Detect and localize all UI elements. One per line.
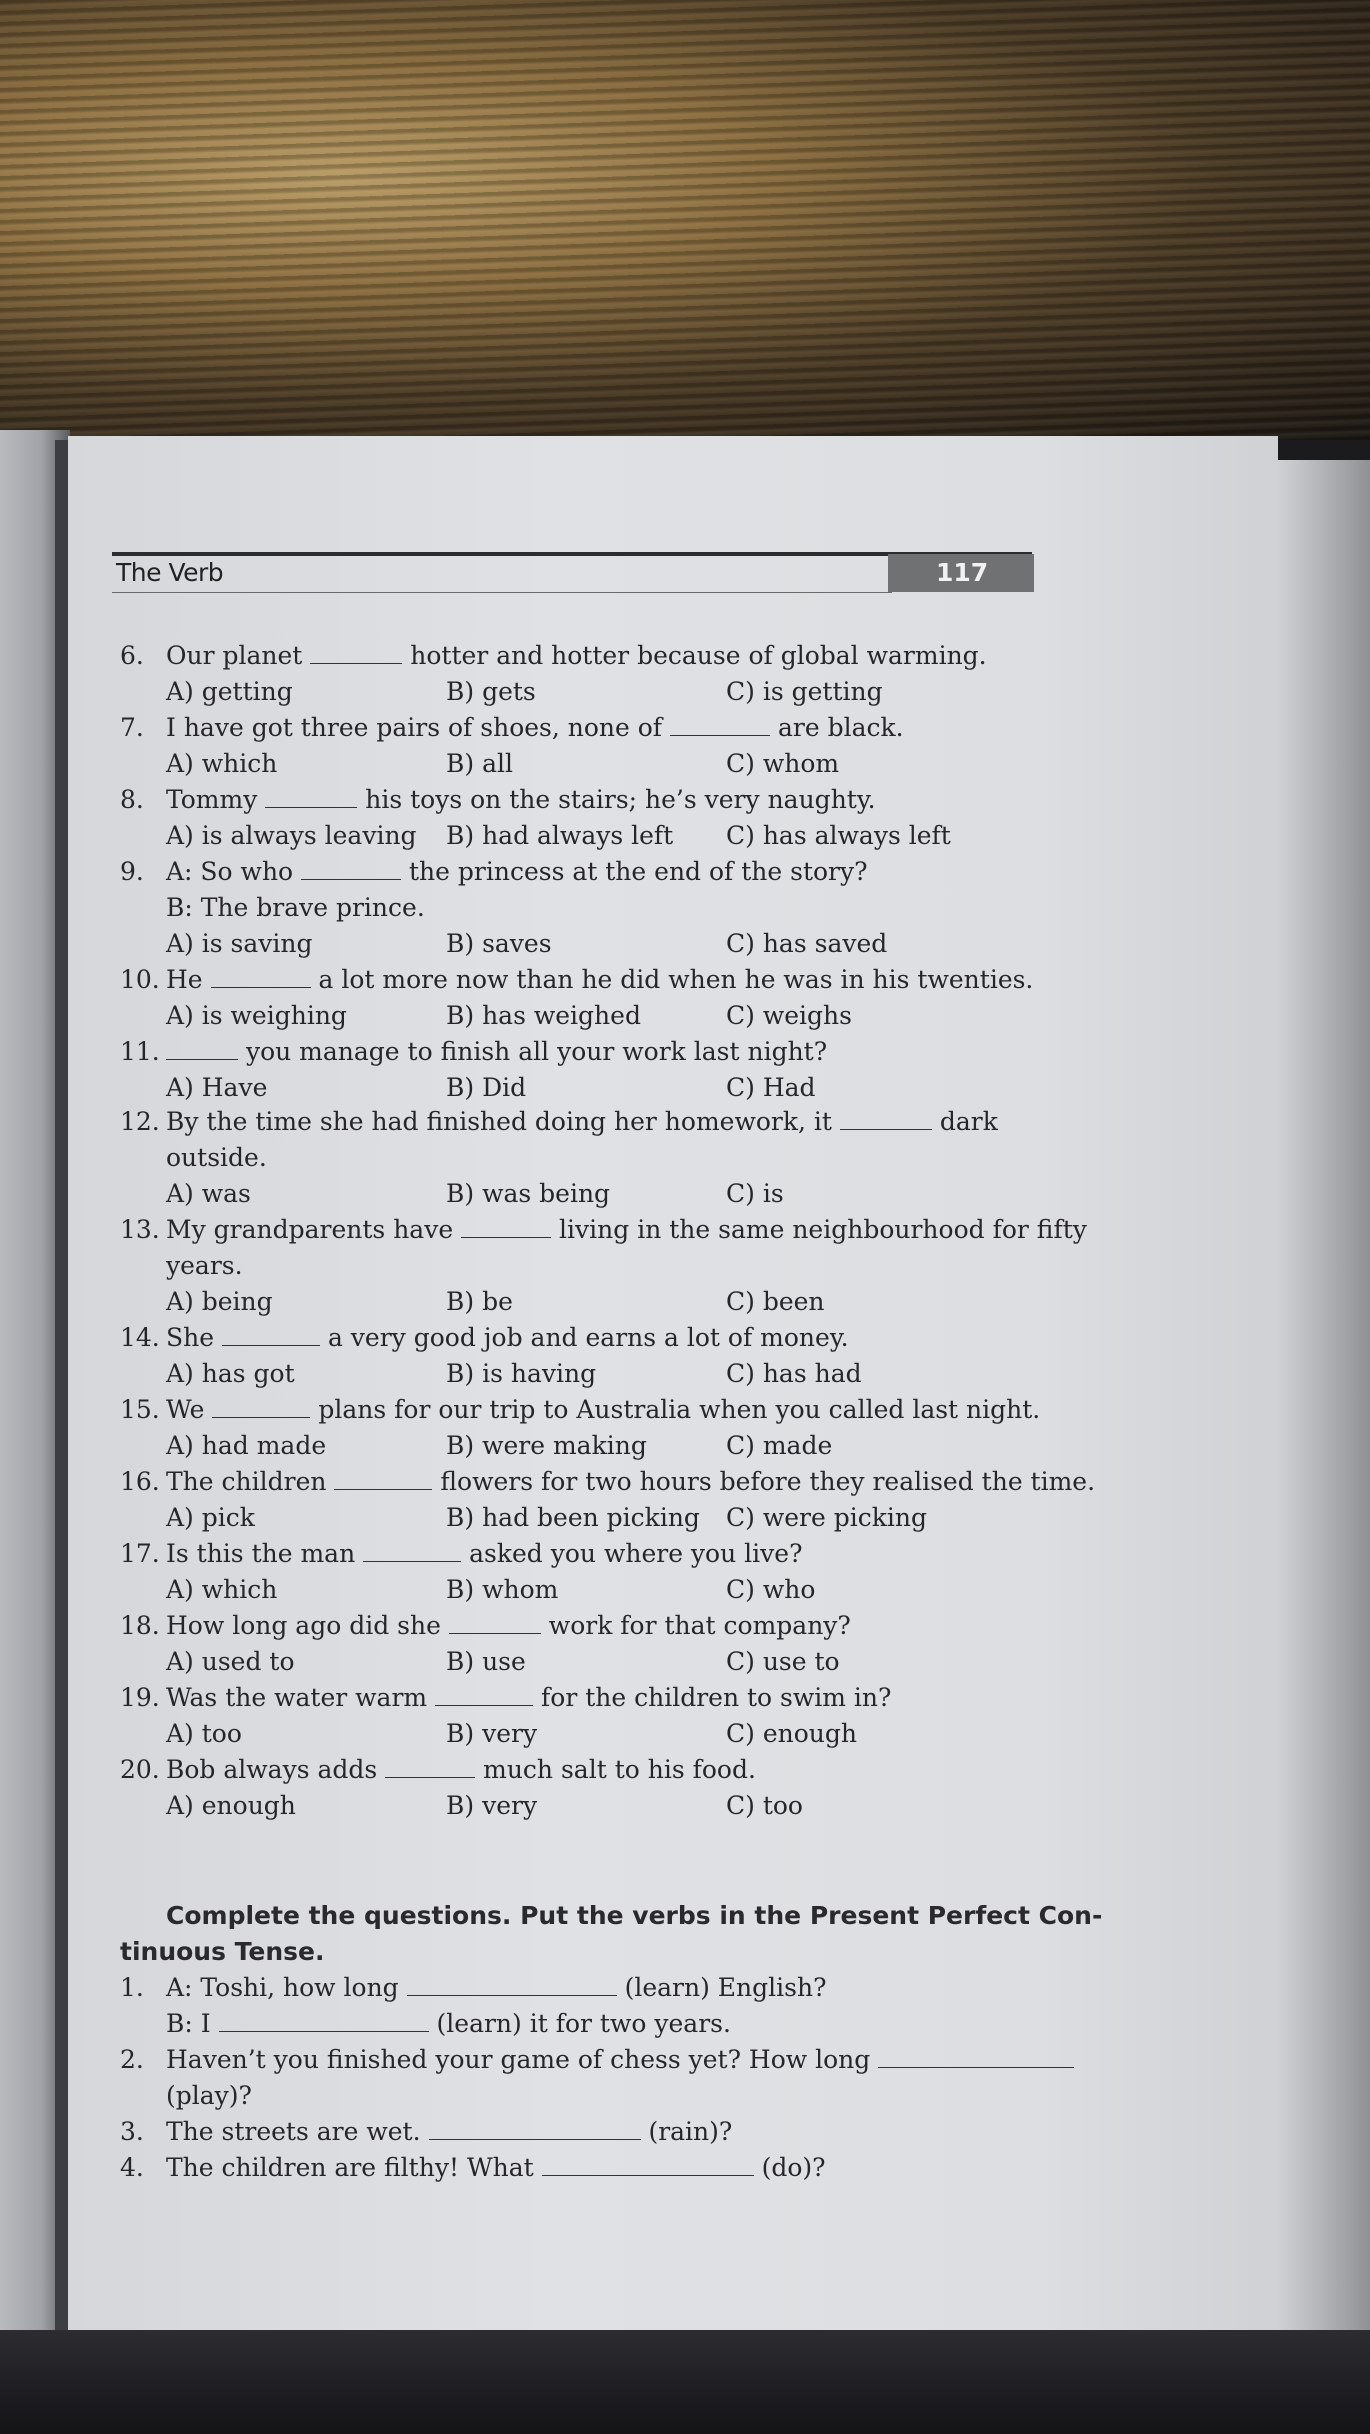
option-a: A) has got	[166, 1359, 295, 1388]
question-number: 19.	[120, 1683, 160, 1712]
answer-blank	[310, 641, 402, 664]
option-c: C) is	[726, 1179, 784, 1208]
answer-blank	[407, 1973, 617, 1996]
option-c: C) who	[726, 1575, 816, 1604]
question-stem	[120, 1394, 1040, 1426]
answer-blank	[363, 1539, 461, 1562]
question-continuation: years.	[166, 1251, 243, 1280]
option-c: C) were picking	[726, 1503, 927, 1532]
question-stem	[120, 784, 876, 816]
option-c: C) has saved	[726, 929, 888, 958]
question-text-before-blank: I have got three pairs of shoes, none of	[166, 713, 663, 742]
answer-blank	[385, 1755, 475, 1778]
option-b: B) all	[446, 749, 513, 778]
question-text-after-blank: work for that company?	[548, 1611, 851, 1640]
answer-blank	[670, 713, 770, 736]
question-stem	[120, 1610, 851, 1642]
answer-blank	[212, 1395, 310, 1418]
question-text-after-blank: his toys on the stairs; he’s very naughty.	[365, 785, 876, 814]
question-text-before-blank: She	[166, 1323, 215, 1352]
question-text-before-blank: By the time she had finished doing her homework, it	[166, 1107, 832, 1136]
question-text-after-blank: hotter and hotter because of global warming.	[410, 641, 987, 670]
exercise-verb-hint: (learn) it for two years.	[436, 2009, 731, 2038]
option-a: A) is always leaving	[166, 821, 417, 850]
question-text-before-blank: A: So who	[166, 857, 294, 886]
question-text-before-blank: Tommy	[166, 785, 258, 814]
question-text-after-blank: asked you where you live?	[469, 1539, 803, 1568]
answer-blank	[542, 2153, 754, 2176]
header-underline	[112, 592, 892, 593]
question-text-before-blank: Was the water warm	[166, 1683, 428, 1712]
option-a: A) too	[166, 1719, 242, 1748]
question-stem	[120, 1466, 1095, 1498]
question-text-before-blank: How long ago did she	[166, 1611, 441, 1640]
question-text-before-blank: Bob always adds	[166, 1755, 378, 1784]
question-text-after-blank: flowers for two hours before they realised the time.	[440, 1467, 1096, 1496]
option-a: A) is weighing	[166, 1001, 347, 1030]
answer-blank	[222, 1323, 320, 1346]
answer-blank	[265, 785, 357, 808]
option-a: A) which	[166, 749, 278, 778]
answer-blank	[449, 1611, 541, 1634]
question-text-before-blank: We	[166, 1395, 205, 1424]
question-stem	[120, 640, 987, 672]
question-number: 14.	[120, 1323, 160, 1352]
option-a: A) enough	[166, 1791, 296, 1820]
exercise-number: 3.	[120, 2117, 144, 2146]
option-c: C) too	[726, 1791, 803, 1820]
exercise-number: 4.	[120, 2153, 144, 2182]
question-number: 13.	[120, 1215, 160, 1244]
option-b: B) had always left	[446, 821, 674, 850]
answer-blank	[166, 1037, 238, 1060]
question-number: 15.	[120, 1395, 160, 1424]
option-b: B) gets	[446, 677, 536, 706]
option-b: B) Did	[446, 1073, 527, 1102]
exercise-line	[120, 2008, 731, 2040]
exercise-text: A: Toshi, how long	[166, 1973, 399, 2002]
option-a: A) which	[166, 1575, 278, 1604]
option-b: B) very	[446, 1719, 538, 1748]
answer-blank	[435, 1683, 533, 1706]
option-c: C) weighs	[726, 1001, 852, 1030]
question-stem	[120, 1322, 849, 1354]
option-c: C) has always left	[726, 821, 951, 850]
question-number: 12.	[120, 1107, 160, 1136]
answer-blank	[461, 1215, 551, 1238]
option-c: C) has had	[726, 1359, 862, 1388]
exercise-verb-hint: (rain)?	[648, 2117, 733, 2146]
exercise-text: The children are filthy! What	[166, 2153, 534, 2182]
option-c: C) enough	[726, 1719, 857, 1748]
option-c: C) been	[726, 1287, 825, 1316]
question-number: 6.	[120, 641, 144, 670]
question-stem	[120, 1214, 1087, 1246]
question-text-after-blank: the princess at the end of the story?	[409, 857, 868, 886]
page-number: 117	[936, 558, 989, 587]
answer-blank	[211, 965, 311, 988]
exercise-text: The streets are wet.	[166, 2117, 421, 2146]
instruction-text-continued: tinuous Tense.	[120, 1937, 325, 1966]
question-text-before-blank: Is this the man	[166, 1539, 356, 1568]
exercise-number: 1.	[120, 1973, 144, 2002]
question-number: 16.	[120, 1467, 160, 1496]
answer-blank	[840, 1107, 932, 1130]
exercise-line	[120, 2044, 1074, 2076]
option-a: A) is saving	[166, 929, 313, 958]
option-a: A) was	[166, 1179, 251, 1208]
question-text-after-blank: living in the same neighbourhood for fifty	[559, 1215, 1087, 1244]
option-b: B) is having	[446, 1359, 597, 1388]
exercise-text: B: I	[166, 2009, 211, 2038]
question-number: 8.	[120, 785, 144, 814]
question-text-before-blank: My grandparents have	[166, 1215, 454, 1244]
exercise-verb-hint: (do)?	[761, 2153, 826, 2182]
question-text-after-blank: a very good job and earns a lot of money.	[327, 1323, 849, 1352]
question-stem	[120, 856, 868, 888]
question-stem	[120, 1106, 998, 1138]
question-text-after-blank: you manage to finish all your work last night?	[245, 1037, 828, 1066]
option-b: B) whom	[446, 1575, 559, 1604]
question-number: 17.	[120, 1539, 160, 1568]
option-c: C) use to	[726, 1647, 840, 1676]
question-text-before-blank: The children	[166, 1467, 327, 1496]
exercise-line	[120, 2116, 732, 2148]
option-b: B) had been picking	[446, 1503, 700, 1532]
question-text-after-blank: for the children to swim in?	[541, 1683, 892, 1712]
option-a: A) being	[166, 1287, 273, 1316]
dialogue-line: B: The brave prince.	[166, 893, 425, 922]
question-number: 10.	[120, 965, 160, 994]
option-b: B) was being	[446, 1179, 611, 1208]
option-b: B) be	[446, 1287, 513, 1316]
instruction-text: Complete the questions. Put the verbs in the Present Perfect Con-	[166, 1901, 1103, 1930]
answer-blank	[878, 2045, 1074, 2068]
option-a: A) used to	[166, 1647, 295, 1676]
option-a: A) Have	[166, 1073, 268, 1102]
option-a: A) had made	[166, 1431, 327, 1460]
option-c: C) Had	[726, 1073, 816, 1102]
question-text-after-blank: plans for our trip to Australia when you called last night.	[318, 1395, 1041, 1424]
answer-blank	[334, 1467, 432, 1490]
exercise-text: Haven’t you finished your game of chess yet? How long	[166, 2045, 871, 2074]
option-c: C) is getting	[726, 677, 883, 706]
option-b: B) were making	[446, 1431, 647, 1460]
question-stem	[120, 1538, 802, 1570]
exercise-line	[120, 2152, 826, 2184]
exercise-line	[120, 2080, 252, 2112]
answer-blank	[429, 2117, 641, 2140]
option-b: B) very	[446, 1791, 538, 1820]
wooden-table-background	[0, 0, 1370, 440]
question-text-after-blank: are black.	[777, 713, 904, 742]
answer-blank	[301, 857, 401, 880]
question-text-after-blank: a lot more now than he did when he was in his twenties.	[318, 965, 1034, 994]
book-spine	[55, 440, 69, 2340]
question-text-after-blank: much salt to his food.	[483, 1755, 756, 1784]
answer-blank	[219, 2009, 429, 2032]
option-a: A) getting	[166, 677, 293, 706]
question-number: 9.	[120, 857, 144, 886]
bottom-dark-band	[0, 2330, 1370, 2434]
question-continuation: outside.	[166, 1143, 267, 1172]
option-b: B) saves	[446, 929, 552, 958]
exercise-line	[120, 1972, 826, 2004]
exercise-text: (play)?	[166, 2081, 252, 2110]
exercise-verb-hint: (learn) English?	[624, 1973, 827, 2002]
right-page-edge	[1278, 460, 1370, 2350]
question-number: 20.	[120, 1755, 160, 1784]
option-b: B) use	[446, 1647, 526, 1676]
question-number: 11.	[120, 1037, 160, 1066]
question-number: 7.	[120, 713, 144, 742]
chapter-title: The Verb	[116, 558, 224, 587]
option-c: C) whom	[726, 749, 840, 778]
option-a: A) pick	[166, 1503, 255, 1532]
question-stem	[120, 1036, 827, 1068]
question-text-after-blank: dark	[939, 1107, 998, 1136]
question-stem	[120, 964, 1033, 996]
question-text-before-blank: Our planet	[166, 641, 303, 670]
option-c: C) made	[726, 1431, 833, 1460]
question-text-before-blank: He	[166, 965, 203, 994]
question-stem	[120, 712, 904, 744]
question-stem	[120, 1754, 756, 1786]
option-b: B) has weighed	[446, 1001, 641, 1030]
question-number: 18.	[120, 1611, 160, 1640]
question-stem	[120, 1682, 891, 1714]
exercise-number: 2.	[120, 2045, 144, 2074]
